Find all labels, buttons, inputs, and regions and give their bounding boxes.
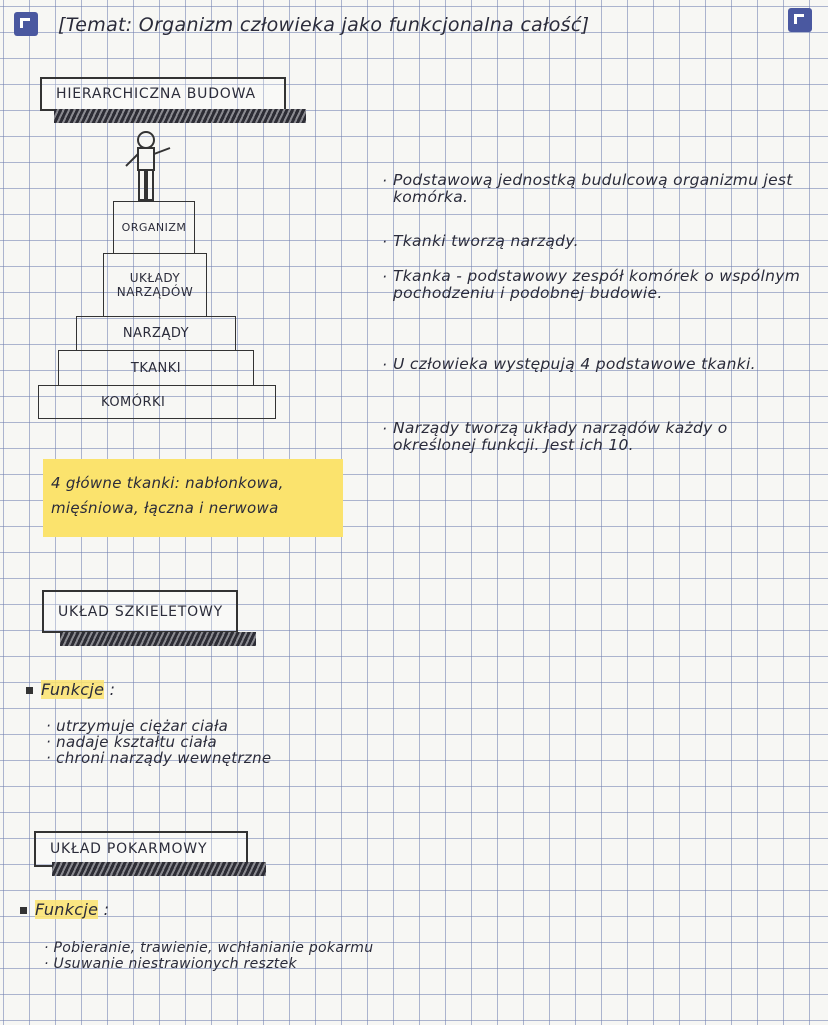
skeleton-title-shadow — [60, 632, 256, 646]
skeleton-functions-list — [46, 718, 271, 766]
digestive-title-box: UKŁAD POKARMOWY — [34, 831, 248, 867]
tissues-sticky-note: 4 główne tkanki: nabłonkowa, mięśniowa, łączna i nerwowa — [43, 459, 343, 537]
title-bracket-open: [ — [58, 14, 66, 36]
note-item: · U człowieka występują 4 podstawowe tkanki. — [382, 355, 756, 374]
corner-right-icon — [788, 8, 812, 32]
corner-left-icon — [14, 12, 38, 36]
title-bracket-close: ] — [581, 14, 590, 36]
bullet-square-icon — [20, 907, 27, 914]
digestive-title-shadow — [52, 862, 266, 876]
note-item: · Tkanki tworzą narządy. — [382, 232, 579, 251]
pyramid-level-organism: ORGANIZM — [113, 201, 195, 254]
skeleton-functions-label: Funkcje : — [26, 680, 115, 699]
pyramid-level-cells: KOMÓRKI — [38, 385, 276, 419]
hierarchy-title-box: HIERARCHICZNA BUDOWA — [40, 77, 286, 111]
skeleton-title-box: UKŁAD SZKIELETOWY — [42, 590, 238, 633]
note-item: · Tkanka - podstawowy zespół komórek o wspólnym pochodzeniu i podobnej budowie. — [382, 267, 801, 302]
note-item: · Narządy tworzą układy narządów każdy o określonej funkcji. Jest ich 10. — [382, 419, 728, 454]
person-figure-icon — [118, 128, 178, 204]
list-item: · Usuwanie niestrawionych resztek — [44, 956, 297, 972]
page-title: [Temat: Organizm człowieka jako funkcjonalna całość] — [58, 14, 590, 36]
note-item: · Podstawową jednostką budulcową organizmu jest komórka. — [382, 171, 793, 206]
digestive-functions-label: Funkcje : — [20, 900, 109, 919]
list-item: · Pobieranie, trawienie, wchłanianie pokarmu — [44, 940, 374, 956]
pyramid-level-organs: NARZĄDY — [76, 316, 236, 351]
list-item: · utrzymuje ciężar ciała — [46, 717, 229, 735]
list-item: · chroni narządy wewnętrzne — [46, 749, 272, 767]
hierarchy-title-shadow — [54, 109, 306, 123]
digestive-functions-list — [44, 940, 373, 972]
list-item: · nadaje kształtu ciała — [46, 733, 218, 751]
pyramid-level-organ-systems: UKŁADY NARZĄDÓW — [103, 253, 207, 317]
pyramid-level-tissues: TKANKI — [58, 350, 254, 386]
bullet-square-icon — [26, 687, 33, 694]
